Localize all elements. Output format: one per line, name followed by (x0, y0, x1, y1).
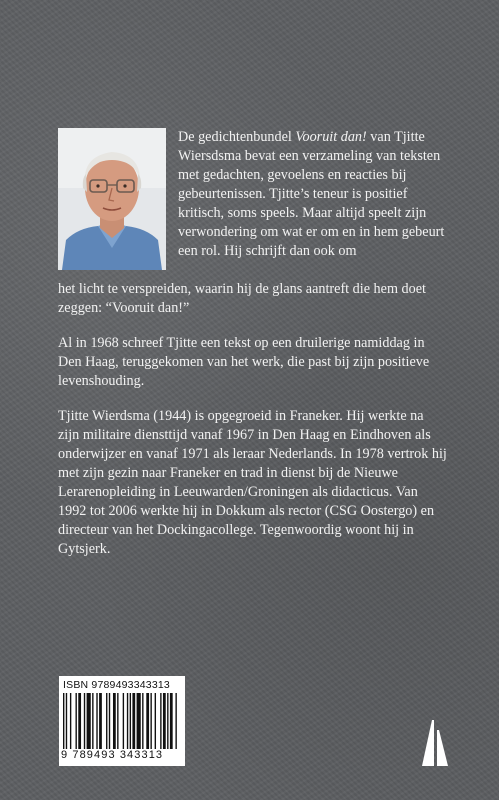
author-bio-paragraph: Tjitte Wierdsma (1944) is opgegroeid in Franeker. Hij werkte na zijn militaire diensttijd vanaf 1967 in Den Haag en Eindhoven als onderwijzer en vanaf 1971 als leraar Nederlands. In 1978 vertrok hij met zijn gezin naar Franeker en trad in dienst bij de Nieuwe Lerarenopleiding in Leeuwarden/Groningen als didacticus. Van 1992 tot 2006 werkte hij in Dokkum als rector (CSG Oostergo) en directeur van het Dockingacollege. Tegenwoordig woont hij in Gytsjerk. (58, 408, 447, 557)
intro-paragraph-continued: het licht te verspreiden, waarin hij de glans aantreft die hem doet zeggen: “Vooruit dan!” (58, 281, 426, 316)
publisher-logo-icon (420, 716, 450, 768)
isbn-label: ISBN 9789493343313 (63, 679, 170, 691)
book-title: Vooruit dan! (295, 129, 367, 145)
intro-paragraph: De gedichtenbundel Vooruit dan! van Tjitte Wiersdsma bevat een verzameling van teksten met gedachten, gevoelens en reacties bij gebeurtenissen. Tjitte’s teneur is positief kritisch, soms speels. Maar altijd speelt zijn verwondering om wat er om en in hem gebeurt een rol. Hij schrijft dan ook om (178, 129, 445, 259)
author-photo (58, 128, 166, 270)
isbn-digits: 9 789493 343313 (61, 749, 164, 761)
history-paragraph: Al in 1968 schreef Tjitte een tekst op een druilerige namiddag in Den Haag, teruggekomen van het werk, die past bij zijn positieve levenshouding. (58, 335, 430, 389)
barcode-bars (63, 693, 181, 749)
author-portrait (58, 128, 166, 270)
isbn-barcode (59, 676, 185, 766)
